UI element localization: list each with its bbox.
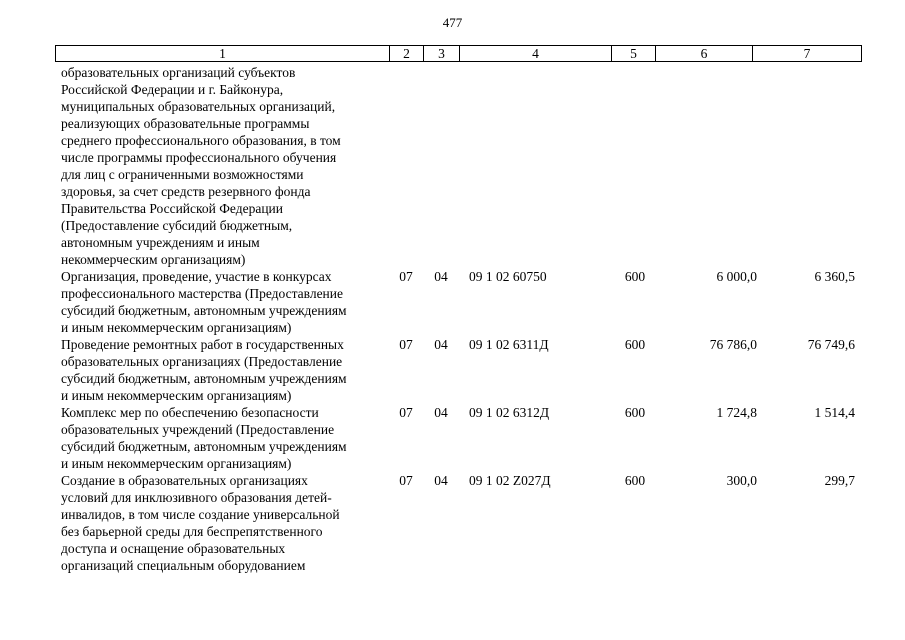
row-name: Проведение ремонтных работ в государственных образовательных организациях (Предоставление субсидий бюджетным, автономным учреждениям и иным некоммерческим организациям) bbox=[61, 337, 347, 403]
column-header-1: 1 bbox=[56, 46, 390, 62]
row-name: Организация, проведение, участие в конкурсах профессионального мастерства (Предоставление субсидий бюджетным, автономным учреждениям и иным некоммерческим организациям) bbox=[61, 269, 347, 335]
row-section: 07 bbox=[399, 269, 413, 284]
row-name: образовательных организаций субъектов Российской Федерации и г. Байконура, муниципальных образовательных организаций, реализующих образовательные программы среднего профессионального образования, в том числе программы профессионального обучения для лиц с ограниченными возможностями здоровья, за счет средств резервного фонда Правительства Российской Федерации (Предоставление субсидий бюджетным, автономным учреждениям и иным некоммерческим организациям) bbox=[61, 65, 341, 267]
column-header-2: 2 bbox=[390, 46, 424, 62]
row-target-code: 09 1 02 6311Д bbox=[469, 337, 549, 352]
row-target-code: 09 1 02 60750 bbox=[469, 269, 547, 284]
row-target-code: 09 1 02 Z027Д bbox=[469, 473, 551, 488]
column-header-7: 7 bbox=[753, 46, 862, 62]
table-body bbox=[55, 64, 861, 574]
row-amount-2: 76 749,6 bbox=[807, 337, 855, 352]
row-section: 07 bbox=[399, 405, 413, 420]
row-expense-type: 600 bbox=[624, 405, 646, 420]
column-header-row bbox=[56, 46, 862, 62]
row-subsection: 04 bbox=[434, 473, 448, 488]
row-amount-2: 299,7 bbox=[824, 473, 855, 488]
column-header-table bbox=[55, 45, 862, 62]
row-section: 07 bbox=[399, 337, 413, 352]
row-amount-1: 1 724,8 bbox=[716, 405, 757, 420]
row-expense-type: 600 bbox=[624, 473, 646, 488]
row-subsection: 04 bbox=[434, 337, 448, 352]
page-number: 477 bbox=[442, 15, 463, 30]
table-row bbox=[55, 268, 861, 336]
row-section: 07 bbox=[399, 473, 413, 488]
row-subsection: 04 bbox=[434, 405, 448, 420]
row-name: Создание в образовательных организациях условий для инклюзивного образования детей- инвалидов, в том числе создание универсальной без барьерной среды для беспрепятственного доступа и оснащение образовательных организаций специальным оборудованием bbox=[61, 473, 340, 573]
column-header-5: 5 bbox=[612, 46, 656, 62]
row-subsection: 04 bbox=[434, 269, 448, 284]
row-expense-type: 600 bbox=[624, 337, 646, 352]
table-row bbox=[55, 64, 861, 268]
table-row bbox=[55, 336, 861, 404]
row-amount-1: 6 000,0 bbox=[716, 269, 757, 284]
row-amount-1: 76 786,0 bbox=[709, 337, 757, 352]
row-expense-type: 600 bbox=[624, 269, 646, 284]
column-header-6: 6 bbox=[656, 46, 753, 62]
row-amount-2: 6 360,5 bbox=[814, 269, 855, 284]
row-target-code: 09 1 02 6312Д bbox=[469, 405, 550, 420]
table-row bbox=[55, 404, 861, 472]
column-header-4: 4 bbox=[460, 46, 612, 62]
row-name: Комплекс мер по обеспечению безопасности образовательных учреждений (Предоставление субсидий бюджетным, автономным учреждениям и иным некоммерческим организациям) bbox=[61, 405, 347, 471]
row-amount-2: 1 514,4 bbox=[814, 405, 855, 420]
table-row bbox=[55, 472, 861, 574]
column-header-3: 3 bbox=[424, 46, 460, 62]
row-amount-1: 300,0 bbox=[726, 473, 757, 488]
